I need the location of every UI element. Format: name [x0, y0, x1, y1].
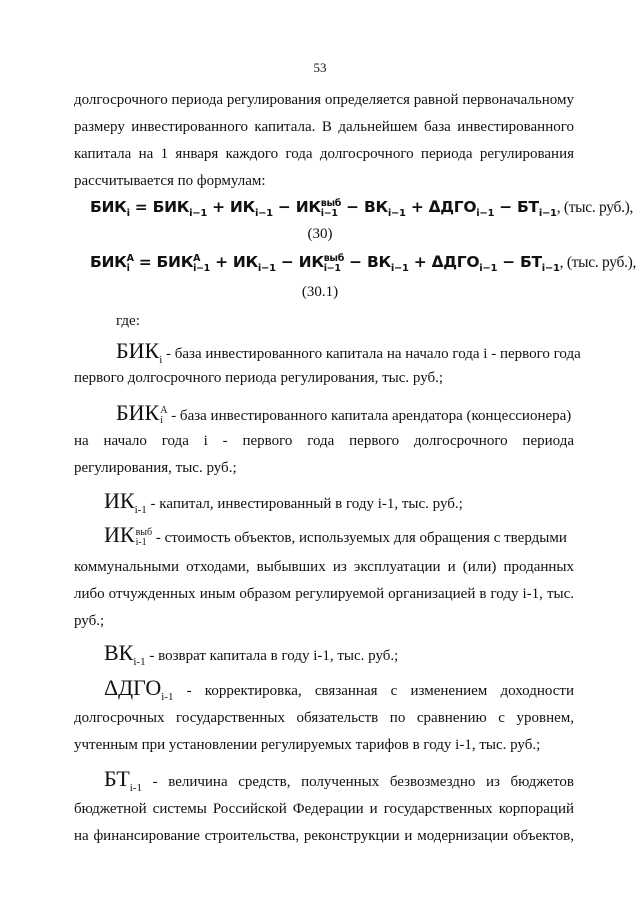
- equation-number-30-1: (30.1): [301, 284, 339, 300]
- intro-line-4: рассчитывается по формулам:: [74, 173, 266, 189]
- formula-term: БИК: [90, 198, 127, 216]
- definition-vk: $ВК_{i-1}$ - возврат капитала в году i-1, тыс. руб.;: [104, 640, 399, 668]
- definition-ddgo: $\Delta ДГО_{i-1}$ - корректировка, связанная с изменением доходности: [104, 675, 574, 703]
- definition-bt-cont-1: бюджетной системы Российской Федерации и государственных корпораций: [74, 801, 574, 817]
- formula-30: $БИК_i = БИК_{i-1} + ИК_{i-1}$ − ИК выб i−1 − $ВК_{i-1} + \Delta ДГО_{i-1} - БТ_{i-1}$, (тыс. руб.),: [90, 198, 634, 219]
- intro-line-3: капитала на 1 января каждого года долгосрочного периода регулирования: [74, 146, 574, 162]
- definition-ik: $ИК_{i-1}$ - капитал, инвестированный в году i-1, тыс. руб.;: [104, 488, 463, 516]
- formula-30-1: БИК A i = БИК A i−1 + $ИК_{i-1}$ − ИК выб i−1 − $ВК_{i-1} + \Delta ДГО_{i-1} - БТ_{i-1}$, (тыс. руб.),: [90, 253, 637, 274]
- definition-ddgo-cont-1: долгосрочных государственных обязательств по сравнению с уровнем,: [74, 710, 574, 726]
- definition-bt-cont-2: на финансирование строительства, реконструкции и модернизации объектов,: [74, 828, 574, 844]
- definition-bik-a-cont-1: на начало года i - первого года первого долгосрочного периода: [74, 433, 574, 449]
- definition-bt: $БТ_{i-1}$ - величина средств, полученных безвозмездно из бюджетов: [104, 766, 574, 794]
- definition-bik: $БИК_i$ - база инвестированного капитала на начало года i - первого года: [116, 338, 581, 366]
- intro-line-2: размеру инвестированного капитала. В дальнейшем база инвестированного: [74, 119, 574, 135]
- definition-ik-vyb-cont-1: коммунальными отходами, выбывших из эксплуатации и (или) проданных: [74, 559, 574, 575]
- definition-bik-a-cont-2: регулирования, тыс. руб.;: [74, 460, 237, 476]
- definition-ik-vyb-cont-3: руб.;: [74, 613, 105, 629]
- definition-ik-vyb-cont-2: либо отчужденных иным образом регулируемой организацией в году i-1, тыс.: [74, 586, 574, 602]
- equation-number-30: (30): [307, 226, 333, 242]
- where-label: где:: [116, 313, 140, 329]
- definition-ik-vyb: ИК выб i-1 - стоимость объектов, используемых для обращения с твердыми: [104, 522, 567, 548]
- intro-line-1: долгосрочного периода регулирования определяется равной первоначальному: [74, 92, 574, 108]
- page-number: 53: [313, 60, 327, 75]
- definition-bik-a: БИК A i - база инвестированного капитала арендатора (концессионера): [116, 400, 572, 426]
- definition-ddgo-cont-2: учтенным при установлении регулируемых тарифов в году i-1, тыс. руб.;: [74, 737, 541, 753]
- definition-bik-cont: первого долгосрочного периода регулирования, тыс. руб.;: [74, 370, 444, 386]
